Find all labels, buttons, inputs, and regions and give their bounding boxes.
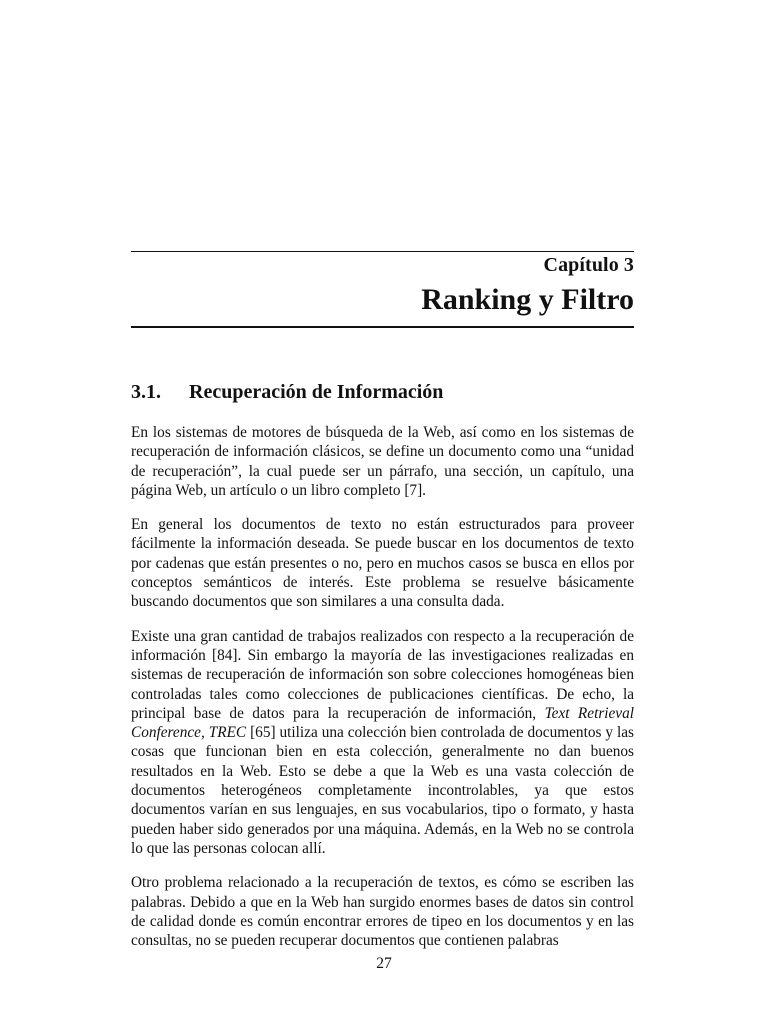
paragraph-3 [131, 627, 634, 859]
section-title: Recuperación de Información [189, 381, 444, 403]
page-number: 27 [376, 955, 392, 972]
body-text [131, 423, 634, 965]
paragraph-3-text-before: Existe una gran cantidad de trabajos realizados con respecto a la recuperación de información [84]. Sin embargo la mayoría de las investigaciones realizadas en sistemas de recuperación de información son sobre colecciones homogéneas bien controladas tales como colecciones de publicaciones científicas. De echo, la principal base de datos para la recuperación de información, [131, 627, 634, 722]
chapter-top-rule [131, 251, 634, 252]
paragraph-3-text-after: [65] utiliza una colección bien controlada de documentos y las cosas que funcionan bien en esta colección, generalmente no dan buenos resultados en la Web. Esto se debe a que la Web es una vasta colección de documentos heterogéneos completamente incontrolables, ya que estos documentos varían en sus lenguajes, en sus vocabularios, tipo o formato, y hasta pueden haber sido generados por una máquina. Además, en la Web no se controla lo que las personas colocan allí. [131, 724, 634, 857]
paragraph-2: En general los documentos de texto no están estructurados para proveer fácilmente la información deseada. Se puede buscar en los documentos de texto por cadenas que están presentes o no, pero en muchos casos se busca en ellos por conceptos semánticos de interés. Este problema se resuelve básicamente buscando documentos que son similares a una consulta dada. [131, 516, 634, 611]
chapter-label: Capítulo 3 [543, 254, 634, 276]
paragraph-1: En los sistemas de motores de búsqueda de la Web, así como en los sistemas de recuperación de información clásicos, se define un documento como una “unidad de recuperación”, la cual puede ser un párrafo, una sección, un capítulo, una página Web, un artículo o un libro completo [7]. [131, 424, 634, 499]
paragraph-4: Otro problema relacionado a la recuperación de textos, es cómo se escriben las palabras. Debido a que en la Web han surgido enormes bases de datos sin control de calidad donde es común encontrar errores de tipeo en los documentos y en las consultas, no se pueden recuperar documentos que contienen palabras [131, 874, 634, 950]
trec-emphasis: Text Retrieval Conference, TREC [131, 704, 634, 742]
chapter-bottom-rule [131, 326, 634, 328]
chapter-title: Ranking y Filtro [421, 283, 634, 316]
section-number: 3.1. [131, 381, 161, 403]
section-heading [131, 381, 443, 404]
